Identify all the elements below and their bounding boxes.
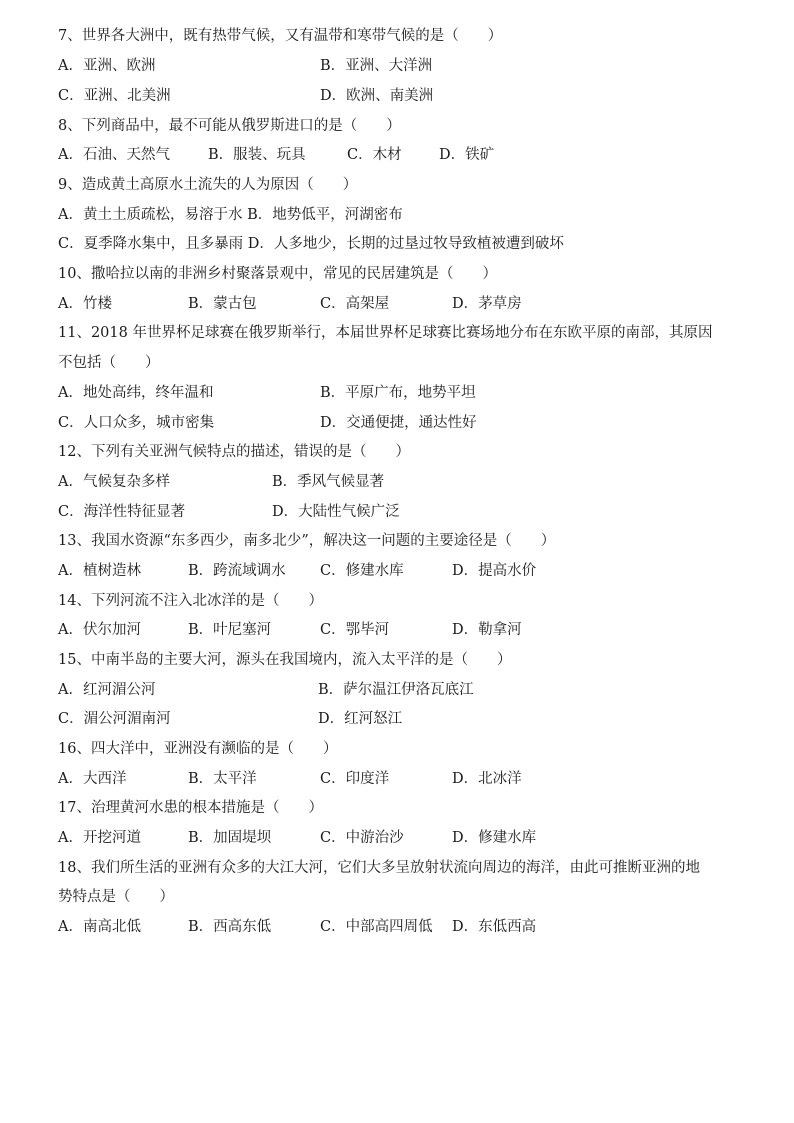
option-a: A．亚洲、欧洲: [58, 58, 156, 74]
question-18-stem-cont: 势特点是（ ）: [58, 889, 174, 905]
option-c: C．湄公河湄南河: [58, 711, 171, 727]
option-a: A．气候复杂多样: [58, 474, 170, 490]
option-c: C．高架屋: [320, 296, 390, 312]
option-c: C．中部高四周低: [320, 919, 433, 935]
option-d: D．东低西高: [452, 919, 537, 935]
option-c: C．亚洲、北美洲: [58, 88, 171, 104]
option-c: C．人口众多，城市密集: [58, 415, 215, 431]
option-a: A．红河湄公河: [58, 682, 156, 698]
option-c: C．鄂毕河: [320, 622, 390, 638]
option-b: B．加固堤坝: [188, 830, 272, 846]
option-c: C．修建水库: [320, 563, 404, 579]
option-a: A．伏尔加河: [58, 622, 141, 638]
question-12-stem: 12、下列有关亚洲气候特点的描述，错误的是（ ）: [58, 444, 410, 460]
option-a: A．地处高纬，终年温和: [58, 385, 214, 401]
option-a: A．植树造林: [58, 563, 141, 579]
option-c: C．木材: [347, 147, 402, 163]
question-10-stem: 10、撒哈拉以南的非洲乡村聚落景观中，常见的民居建筑是（ ）: [58, 266, 497, 282]
options-a-b: A．黄土土质疏松，易溶于水 B．地势低平，河湖密布: [58, 207, 403, 223]
option-c: C．海洋性特征显著: [58, 504, 186, 520]
question-17-stem: 17、治理黄河水患的根本措施是（ ）: [58, 800, 323, 816]
question-16-stem: 16、四大洋中，亚洲没有濒临的是（ ）: [58, 741, 338, 757]
option-d: D．北冰洋: [452, 771, 522, 787]
option-b: B．萨尔温江伊洛瓦底江: [318, 682, 474, 698]
option-d: D．红河怒江: [318, 711, 403, 727]
option-c: C．中游治沙: [320, 830, 404, 846]
question-11-stem: 11、2018 年世界杯足球赛在俄罗斯举行，本届世界杯足球赛比赛场地分布在东欧平原的南部，其原因: [58, 325, 713, 341]
options-c-d: C．夏季降水集中，且多暴雨 D．人多地少，长期的过垦过牧导致植被遭到破坏: [58, 236, 564, 252]
option-b: B．季风气候显著: [272, 474, 385, 490]
option-b: B．叶尼塞河: [188, 622, 272, 638]
question-13-stem: 13、我国水资源“东多西少，南多北少”，解决这一问题的主要途径是（ ）: [58, 533, 556, 549]
option-a: A．竹楼: [58, 296, 112, 312]
option-d: D．交通便捷，通达性好: [320, 415, 477, 431]
question-15-stem: 15、中南半岛的主要大河，源头在我国境内，流入太平洋的是（ ）: [58, 652, 512, 668]
question-8-stem: 8、下列商品中，最不可能从俄罗斯进口的是（ ）: [58, 118, 401, 134]
question-11-stem-cont: 不包括（ ）: [58, 355, 160, 371]
option-b: B．太平洋: [188, 771, 257, 787]
option-b: B．蒙古包: [188, 296, 257, 312]
option-a: A．大西洋: [58, 771, 127, 787]
option-c: C．印度洋: [320, 771, 390, 787]
option-d: D．修建水库: [452, 830, 537, 846]
option-a: A．南高北低: [58, 919, 141, 935]
option-b: B．西高东低: [188, 919, 272, 935]
option-a: A．开挖河道: [58, 830, 141, 846]
option-d: D．勒拿河: [452, 622, 522, 638]
question-7-stem: 7、世界各大洲中，既有热带气候，又有温带和寒带气候的是（ ）: [58, 28, 503, 44]
option-a: A．石油、天然气: [58, 147, 170, 163]
option-b: B．平原广布，地势平坦: [320, 385, 476, 401]
option-d: D．大陆性气候广泛: [272, 504, 400, 520]
question-18-stem: 18、我们所生活的亚洲有众多的大江大河，它们大多呈放射状流向周边的海洋，由此可推断亚洲的地: [58, 860, 700, 876]
question-9-stem: 9、造成黄土高原水土流失的人为原因（ ）: [58, 177, 358, 193]
option-d: D．欧洲、南美洲: [320, 88, 434, 104]
option-b: B．亚洲、大洋洲: [320, 58, 433, 74]
option-d: D．铁矿: [439, 147, 495, 163]
option-d: D．茅草房: [452, 296, 522, 312]
option-d: D．提高水价: [452, 563, 537, 579]
option-b: B．跨流域调水: [188, 563, 286, 579]
option-b: B．服装、玩具: [208, 147, 306, 163]
question-14-stem: 14、下列河流不注入北冰洋的是（ ）: [58, 593, 323, 609]
